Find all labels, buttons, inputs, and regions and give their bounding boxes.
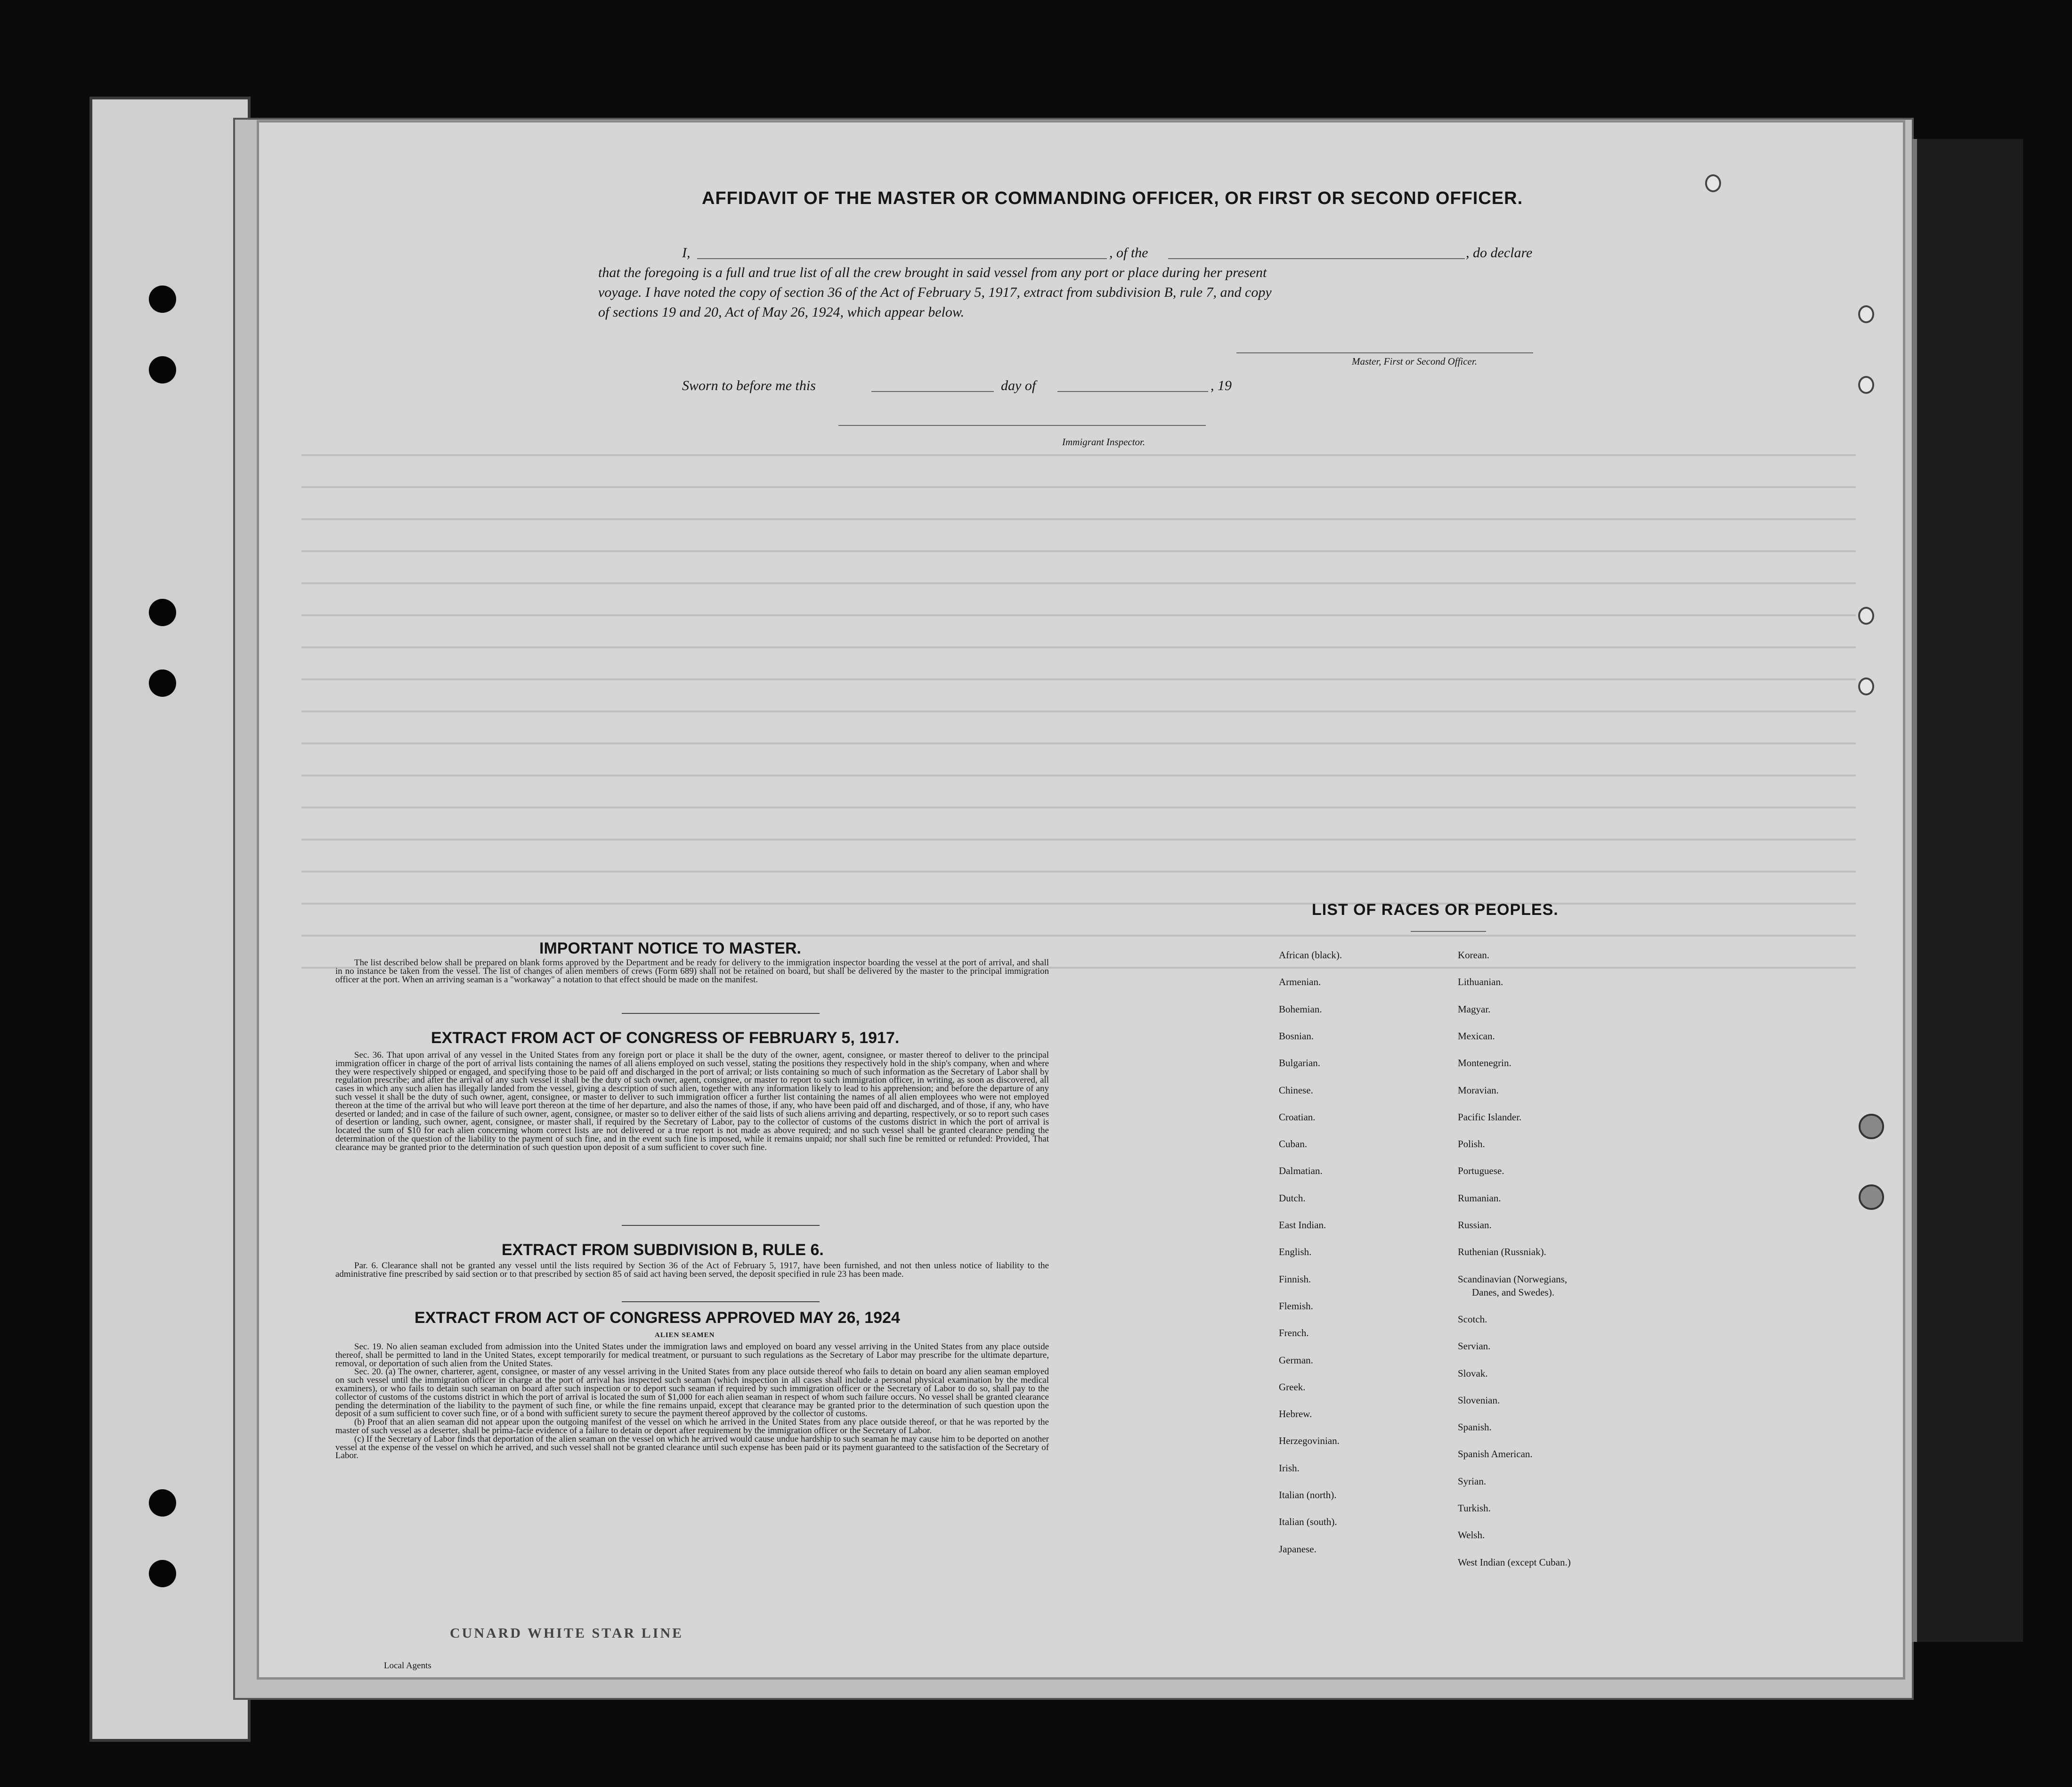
race-item: Flemish.	[1279, 1300, 1313, 1312]
affidavit-do-declare: , do declare	[1466, 245, 1533, 261]
grommet	[1859, 1114, 1884, 1139]
race-item: Scandinavian (Norwegians,	[1458, 1273, 1568, 1285]
page-ring	[1858, 376, 1874, 394]
race-item: Greek.	[1279, 1381, 1306, 1393]
race-item: Spanish.	[1458, 1421, 1492, 1433]
race-item: Scotch.	[1458, 1313, 1487, 1325]
subdivision-title: EXTRACT FROM SUBDIVISION B, RULE 6.	[502, 1241, 824, 1259]
race-item: Polish.	[1458, 1138, 1485, 1150]
race-item: English.	[1279, 1246, 1312, 1258]
notice-title: IMPORTANT NOTICE TO MASTER.	[539, 939, 801, 957]
inspector-blank	[838, 425, 1206, 426]
race-item: Pacific Islander.	[1458, 1111, 1522, 1123]
affidavit-i: I,	[682, 245, 691, 261]
race-item: West Indian (except Cuban.)	[1458, 1556, 1571, 1568]
race-item: Mexican.	[1458, 1030, 1495, 1042]
binder-hole	[149, 1560, 176, 1587]
affidavit-line-2: that the foregoing is a full and true list of all the crew brought in said vessel from any port or place during her present	[598, 265, 1267, 280]
race-item: Danes, and Swedes).	[1472, 1286, 1554, 1298]
binder-hole	[149, 286, 176, 313]
divider	[1411, 931, 1486, 932]
race-item: Russian.	[1458, 1219, 1492, 1231]
local-agents-label: Local Agents	[384, 1661, 431, 1671]
grommet	[1859, 1184, 1884, 1210]
divider	[622, 1013, 820, 1014]
race-item: Bosnian.	[1279, 1030, 1314, 1042]
scanner-edge	[1912, 139, 2023, 1642]
race-item: Herzegovinian.	[1279, 1435, 1340, 1447]
signature-blank	[1236, 352, 1533, 353]
race-item: Servian.	[1458, 1340, 1491, 1352]
act-1924-sec-20a: Sec. 20. (a) The owner, charterer, agent, consignee, or master of any vessel arriving in the United States from any place outside thereof who fails to detain on board any alien seaman employed on such vessel until the immigration officer in charge at the port of arrival has inspected such seaman (which inspection in all cases shall include a personal physical examination by the medical examiners), or who fails to detain such seaman on board after such inspection or to deport such seaman if required by such immigration officer or the Secretary of Labor to do so, shall pay to the collector of customs of the customs district in which the port of arrival is located the sum of $1,000 for each alien seaman in respect of whom such failure occurs. No vessel shall be granted clearance pending the determination of the liability to the payment of such fine, or while the fine remains unpaid, except that clearance may be granted prior to the determination of such question upon the deposit of a sum sufficient to cover such fine, or of a bond with sufficient surety to secure the payment thereof approved by the collector of customs.	[335, 1367, 1049, 1419]
race-item: Korean.	[1458, 949, 1490, 961]
act-1924-title: EXTRACT FROM ACT OF CONGRESS APPROVED MAY 26, 1924	[414, 1309, 900, 1327]
race-item: Irish.	[1279, 1462, 1300, 1474]
page-ring	[1858, 305, 1874, 323]
sworn-day-blank	[871, 391, 994, 392]
race-item: Lithuanian.	[1458, 976, 1503, 988]
race-item: Chinese.	[1279, 1084, 1313, 1096]
binder-hole	[149, 356, 176, 384]
page-ring	[1705, 174, 1721, 192]
act-1917-text: Sec. 36. That upon arrival of any vessel in the United States from any foreign port or place it shall be the duty of the owner, agent, consignee, or master thereof to deliver to the principal immigration officer in charge of the port of arrival lists containing the names of all aliens employed on such vessel, stating the positions they respectively hold in the ship's company, when and where they were respectively shipped or engaged, and specifying those to be paid off and discharged in the port of arrival; or lists containing so much of such information as the Secretary of Labor shall by regulation prescribe; and after the arrival of any such vessel it shall be the duty of such owner, agent, consignee, or master to report to such immigration officer, in writing, as soon as discovered, all cases in which any such alien has illegally landed from the vessel, giving a description of such alien, together with any information likely to lead to his apprehension; and before the departure of any such vessel it shall be the duty of such owner, agent, consignee, or master to deliver to such immigration officer a further list containing the names of all alien employees who were not employed thereon at the time of the arrival but who will leave port thereon at the time of her departure, and also the names of those, if any, who have been paid off and discharged, and of those, if any, who have deserted or landed; and in case of the failure of such owner, agent, consignee, or master so to deliver either of the said lists of such aliens arriving and departing, respectively, or so to report such cases of desertion or landing, such owner, agent, consignee, or master shall, if required by the Secretary of Labor, pay to the collector of customs of the customs district in which the port of arrival is located the sum of $10 for each alien concerning whom correct lists are not delivered or a true report is not made as above required; and no such vessel shall be granted clearance pending the determination of the question of the liability to the payment of such fine, and in the event such fine is imposed, while it remains unpaid; nor shall such fine be remitted or refunded: Provided, That clearance may be granted prior to the determination of such question upon deposit of a sum sufficient to cover such fine.	[335, 1050, 1049, 1152]
race-item: Welsh.	[1458, 1529, 1485, 1541]
race-item: Armenian.	[1279, 976, 1321, 988]
race-item: Hebrew.	[1279, 1408, 1312, 1420]
agent-stamp: CUNARD WHITE STAR LINE	[450, 1625, 684, 1641]
race-item: Dutch.	[1279, 1192, 1306, 1204]
affidavit-line-4: of sections 19 and 20, Act of May 26, 1924, which appear below.	[598, 304, 965, 320]
notice-text: The list described below shall be prepared on blank forms approved by the Department and be ready for delivery to the immigration inspector boarding the vessel at the port of arrival, and shall in no instance be taken from the vessel. The list of changes of alien members of crews (Form 689) shall not be retained on board, but shall be delivered by the master to the principal immigration officer at the port. When an arriving seaman is a "workaway" a notation to that effect should be made on the manifest.	[335, 958, 1049, 985]
race-item: Dalmatian.	[1279, 1165, 1323, 1177]
race-item: Montenegrin.	[1458, 1057, 1511, 1069]
vessel-blank	[1168, 258, 1465, 259]
inspector-caption: Immigrant Inspector.	[1062, 436, 1146, 448]
binder-hole	[149, 599, 176, 626]
page-ring	[1858, 607, 1874, 625]
act-1924-sec-20b: (b) Proof that an alien seaman did not appear upon the outgoing manifest of the vessel on which he arrived in the United States from any place outside thereof, or that he was reported by the master of such vessel as a deserter, shall be prima-facie evidence of a failure to detain or deport after requirement by the immigration officer or the Secretary of Labor.	[335, 1417, 1049, 1436]
act-1924-sec-19: Sec. 19. No alien seaman excluded from admission into the United States under the immigration laws and employed on board any vessel arriving in the United States from any place outside thereof, shall be permitted to land in the United States, except temporarily for medical treatment, or pursuant to such regulations as the Secretary of Labor may prescribe for the ultimate departure, removal, or deportation of such alien from the United States.	[335, 1342, 1049, 1369]
sworn-prefix: Sworn to before me this	[682, 378, 816, 393]
race-item: Japanese.	[1279, 1543, 1316, 1555]
subdivision-text: Par. 6. Clearance shall not be granted any vessel until the lists required by Section 36 of the Act of February 5, 1917, have been furnished, and not then unless notice of liability to the administrative fine prescribed by said section or to that prescribed by section 85 of said act having been served, the deposit specified in rule 23 has been made.	[335, 1261, 1049, 1279]
act-1924-sec-20c: (c) If the Secretary of Labor finds that deportation of the alien seaman on the vessel on which he arrived would cause undue hardship to such seaman he may cause him to be deported on another vessel at the expense of the vessel on which he arrived, and such vessel shall not be granted clearance until such expense has been paid or its payment guaranteed to the satisfaction of the Secretary of Labor.	[335, 1434, 1049, 1461]
name-blank	[697, 258, 1107, 259]
race-item: Portuguese.	[1458, 1165, 1504, 1177]
binder-strip	[89, 97, 251, 1742]
race-item: East Indian.	[1279, 1219, 1326, 1231]
sworn-day-of: day of	[1001, 378, 1036, 393]
race-item: Rumanian.	[1458, 1192, 1501, 1204]
races-title: LIST OF RACES OR PEOPLES.	[1312, 901, 1559, 919]
race-item: Magyar.	[1458, 1003, 1491, 1015]
affidavit-title: AFFIDAVIT OF THE MASTER OR COMMANDING OFFICER, OR FIRST OR SECOND OFFICER.	[702, 188, 1523, 208]
race-item: Moravian.	[1458, 1084, 1499, 1096]
race-item: Slovenian.	[1458, 1394, 1500, 1406]
binder-hole	[149, 669, 176, 697]
race-item: African (black).	[1279, 949, 1342, 961]
race-item: Finnish.	[1279, 1273, 1311, 1285]
notice-body	[335, 959, 1049, 984]
binder-hole	[149, 1489, 176, 1517]
act-1917-title: EXTRACT FROM ACT OF CONGRESS OF FEBRUARY 5, 1917.	[431, 1029, 900, 1047]
race-item: German.	[1279, 1354, 1313, 1366]
sworn-year: , 19	[1211, 378, 1232, 393]
race-item: Spanish American.	[1458, 1448, 1533, 1460]
race-item: Slovak.	[1458, 1367, 1488, 1379]
race-item: Ruthenian (Russniak).	[1458, 1246, 1546, 1258]
race-item: Italian (south).	[1279, 1516, 1337, 1528]
subdivision-body	[335, 1262, 1049, 1279]
race-item: Turkish.	[1458, 1502, 1491, 1514]
divider	[622, 1301, 820, 1302]
race-item: Croatian.	[1279, 1111, 1316, 1123]
race-item: Syrian.	[1458, 1475, 1487, 1487]
sworn-month-blank	[1057, 391, 1208, 392]
signer-caption: Master, First or Second Officer.	[1352, 356, 1477, 367]
affidavit-line-3: voyage. I have noted the copy of section 36 of the Act of February 5, 1917, extract from subdivision B, rule 7, and copy	[598, 285, 1272, 300]
bleed-through-lines	[301, 424, 1856, 989]
act-1924-body	[335, 1343, 1049, 1460]
race-item: Italian (north).	[1279, 1489, 1337, 1501]
race-item: French.	[1279, 1327, 1309, 1339]
affidavit-of-the: , of the	[1109, 245, 1148, 261]
race-item: Cuban.	[1279, 1138, 1308, 1150]
act-1917-body	[335, 1051, 1049, 1152]
race-item: Bulgarian.	[1279, 1057, 1321, 1069]
page-ring	[1858, 677, 1874, 695]
act-1924-subtitle: ALIEN SEAMEN	[655, 1331, 715, 1339]
race-item: Bohemian.	[1279, 1003, 1322, 1015]
divider	[622, 1225, 820, 1226]
